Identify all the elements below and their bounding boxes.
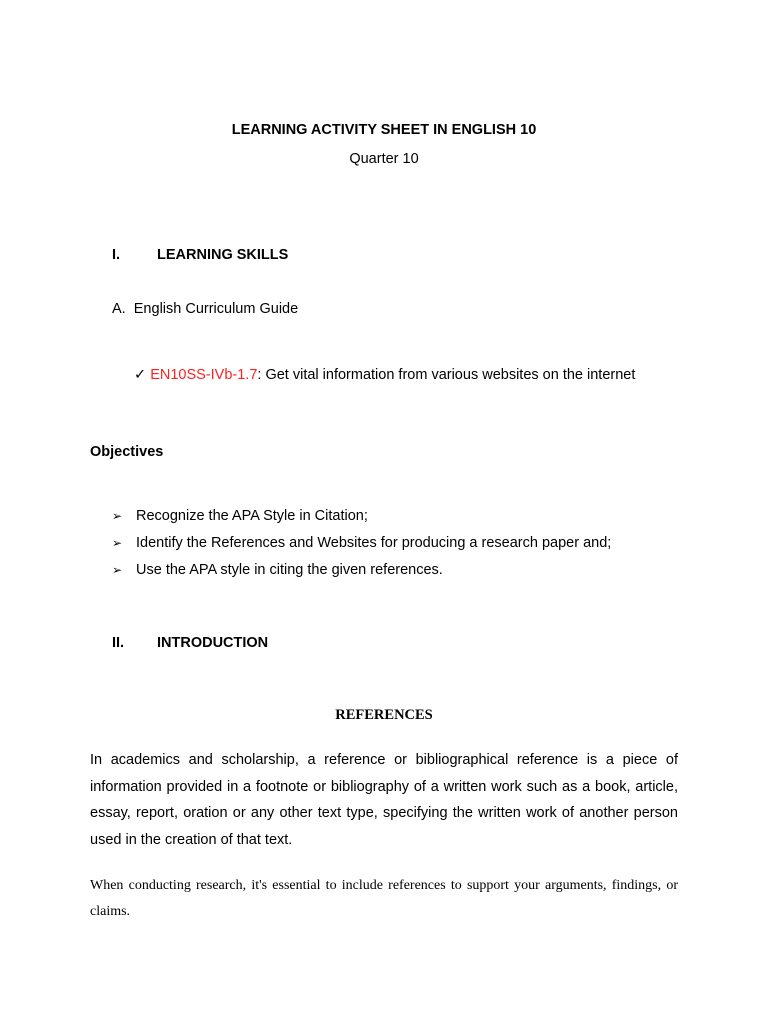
objective-item bbox=[112, 506, 368, 526]
objective-item bbox=[112, 560, 443, 580]
section-introduction bbox=[112, 635, 268, 651]
curriculum-guide bbox=[112, 301, 298, 317]
objective-text: Recognize the APA Style in Citation; bbox=[136, 508, 368, 524]
arrowhead-bullet-icon: ➢ bbox=[112, 509, 123, 523]
arrowhead-bullet-icon: ➢ bbox=[112, 536, 123, 550]
list-letter: A. bbox=[112, 301, 126, 317]
objective-text: Identify the References and Websites for producing a research paper and; bbox=[136, 535, 612, 551]
references-paragraph-1: In academics and scholarship, a reference or bibliographical reference is a piece of information provided in a footnote or bibliography of a written work such as a book, article, essay, report, oration or any other text type, specifying the written work of another person used in the creation of that text. bbox=[90, 752, 678, 848]
curriculum-label: English Curriculum Guide bbox=[133, 301, 299, 317]
competency-code: EN10SS-IVb-1.7 bbox=[150, 367, 258, 383]
competency-text: : Get vital information from various websites on the internet bbox=[257, 367, 636, 383]
section-numeral: I. bbox=[112, 247, 121, 263]
section-learning-skills bbox=[112, 247, 288, 263]
checkmark-icon: ✓ bbox=[134, 367, 147, 383]
section-heading: LEARNING SKILLS bbox=[157, 247, 289, 263]
references-heading: REFERENCES bbox=[335, 707, 433, 723]
section-numeral: II. bbox=[112, 635, 125, 651]
competency-line bbox=[134, 367, 635, 383]
objectives-heading: Objectives bbox=[90, 444, 164, 460]
objective-text: Use the APA style in citing the given references. bbox=[136, 562, 443, 578]
document-subtitle: Quarter 10 bbox=[349, 151, 419, 167]
references-paragraph-2: When conducting research, it's essential to include references to support your arguments, findings, or claims. bbox=[90, 878, 678, 919]
objective-item bbox=[112, 533, 611, 553]
document-title: LEARNING ACTIVITY SHEET IN ENGLISH 10 bbox=[231, 122, 537, 138]
section-heading: INTRODUCTION bbox=[157, 635, 269, 651]
arrowhead-bullet-icon: ➢ bbox=[112, 563, 123, 577]
